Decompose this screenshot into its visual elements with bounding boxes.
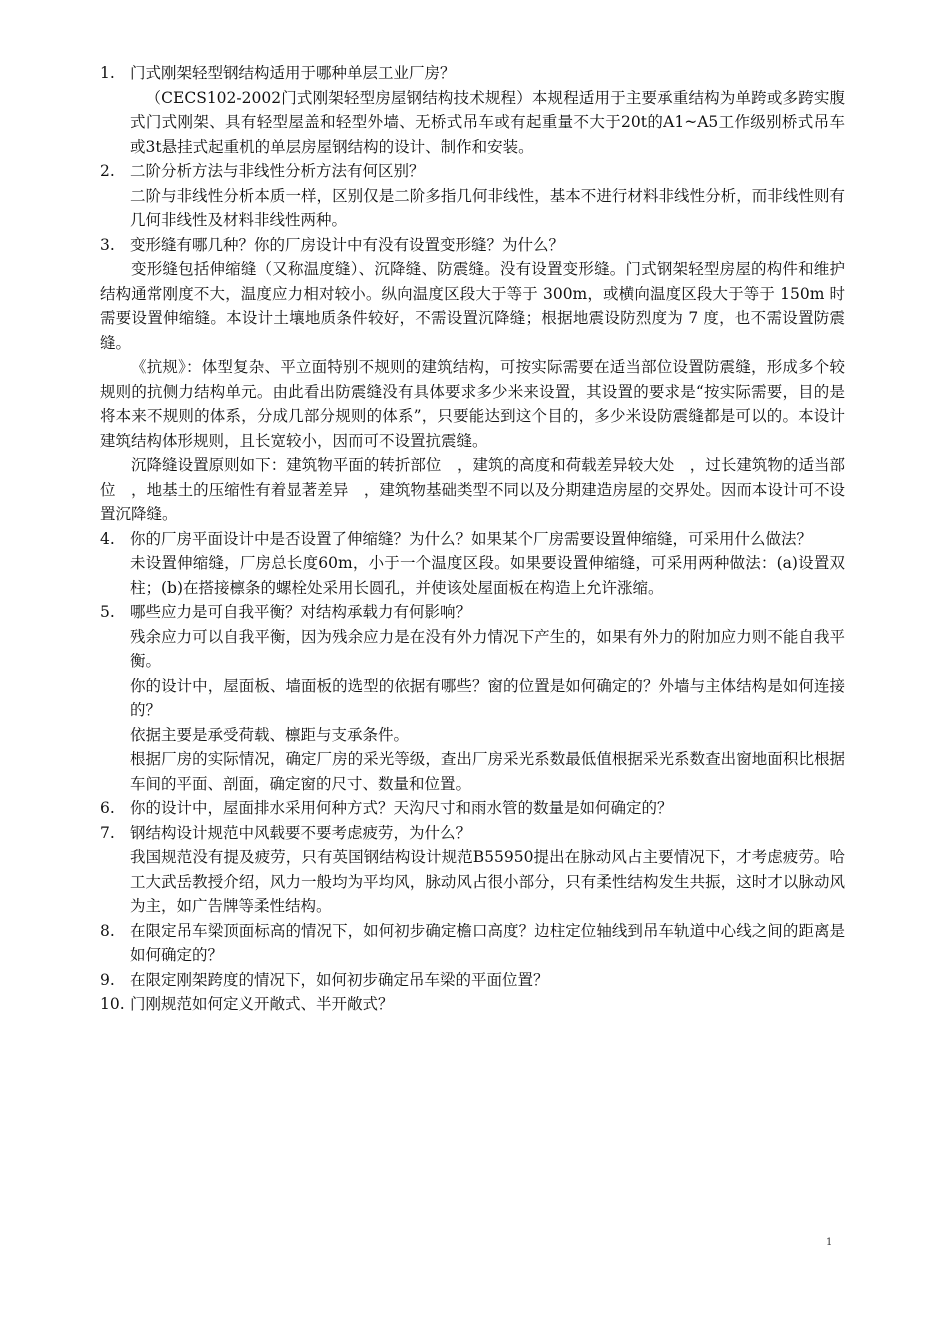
question-text: 你的厂房平面设计中是否设置了伸缩缝？为什么？如果某个厂房需要设置伸缩缝，可采用什么做法？: [130, 529, 813, 548]
question: [100, 968, 845, 993]
question-number: 8.: [100, 921, 115, 940]
question-number: 2.: [100, 162, 115, 180]
answer-paragraph: （CECS102-2002门式刚架轻型房屋钢结构技术规程）本规程适用于主要承重结构为单跨或多跨实腹式门式刚架、具有轻型屋盖和轻型外墙、无桥式吊车或有起重量不大于20t的A1~A5工作级别桥式吊车或3t悬挂式起重机的单层房屋钢结构的设计、制作和安装。: [130, 88, 845, 156]
answer-paragraph: 变形缝包括伸缩缝（又称温度缝）、沉降缝、防震缝。没有设置变形缝。门式钢架轻型房屋的构件和维护结构通常刚度不大，温度应力相对较小。纵向温度区段大于等于 300m，或横向温度区段大于等于 150m 时需要设置伸缩缝。本设计土壤地质条件较好，不需设置沉降缝；根据地震设防烈度为 7 度，也不需设置防震缝。: [100, 260, 845, 352]
question-text: 门式刚架轻型钢结构适用于哪种单层工业厂房？: [130, 64, 456, 82]
question-block-3: [100, 233, 845, 527]
question-text: 在限定吊车梁顶面标高的情况下，如何初步确定檐口高度？边柱定位轴线到吊车轨道中心线之间的距离是如何确定的？: [130, 921, 845, 964]
question-text: 你的设计中，屋面排水采用何种方式？天沟尺寸和雨水管的数量是如何确定的？: [130, 799, 673, 817]
question: [100, 527, 845, 552]
question: [100, 61, 845, 86]
question: [100, 821, 845, 846]
answer-paragraph: 二阶与非线性分析本质一样，区别仅是二阶多指几何非线性，基本不进行材料非线性分析，而非线性则有几何非线性及材料非线性两种。: [130, 186, 845, 229]
question-number: 5.: [100, 603, 115, 621]
question-number: 1.: [100, 64, 115, 82]
question-block-9: [100, 968, 845, 993]
question-block-10: [100, 992, 845, 1017]
question-text: 钢结构设计规范中风载要不要考虑疲劳，为什么？: [130, 823, 472, 842]
question-number: 6.: [100, 799, 115, 817]
question-number: 3.: [100, 235, 115, 254]
question-text: 在限定刚架跨度的情况下，如何初步确定吊车梁的平面位置？: [130, 970, 549, 989]
question-number: 7.: [100, 823, 115, 842]
question-text: 门刚规范如何定义开敞式、半开敞式？: [130, 995, 394, 1013]
answer-paragraph: 沉降缝设置原则如下：建筑物平面的转折部位 ，建筑的高度和荷载差异较大处 ，过长建筑物的适当部位 ，地基土的压缩性有着显著差异 ，建筑物基础类型不同以及分期建造房屋的交界处。因而本设计可不设置沉降缝。: [100, 456, 845, 523]
answer-paragraph: 依据主要是承受荷载、檩距与支承条件。: [130, 725, 410, 744]
question-block-8: [100, 919, 845, 968]
question-number: 4.: [100, 529, 115, 548]
question: [100, 796, 845, 821]
question: [100, 159, 845, 184]
answer-paragraph: 根据厂房的实际情况，确定厂房的采光等级，查出厂房采光系数最低值根据采光系数查出窗地面积比根据车间的平面、剖面，确定窗的尺寸、数量和位置。: [130, 750, 845, 793]
question: [100, 992, 845, 1017]
answer-paragraph: 我国规范没有提及疲劳，只有英国钢结构设计规范B55950提出在脉动风占主要情况下，才考虑疲劳。哈工大武岳教授介绍，风力一般均为平均风，脉动风占很小部分，只有柔性结构发生共振，这时才以脉动风为主，如广告牌等柔性结构。: [130, 848, 845, 915]
answer-paragraph: 你的设计中，屋面板、墙面板的选型的依据有哪些？窗的位置是如何确定的？外墙与主体结构是如何连接的？: [130, 676, 845, 719]
question-block-7: [100, 821, 845, 919]
question-text: 二阶分析方法与非线性分析方法有何区别？: [130, 162, 425, 180]
question: [100, 600, 845, 625]
question-block-1: [100, 61, 845, 159]
question-text: 变形缝有哪几种？你的厂房设计中有没有设置变形缝？为什么？: [130, 235, 565, 254]
question-block-5: [100, 600, 845, 796]
page-number: 1: [826, 1237, 833, 1248]
question: [100, 919, 845, 968]
question-block-4: [100, 527, 845, 601]
answer-paragraph: 未设置伸缩缝，厂房总长度60m，小于一个温度区段。如果要设置伸缩缝，可采用两种做法：(a)设置双柱；(b)在搭接檩条的螺栓处采用长圆孔，并使该处屋面板在构造上允许涨缩。: [130, 554, 845, 597]
question-number: 10.: [100, 995, 125, 1013]
question: [100, 233, 845, 258]
document-body: [100, 61, 845, 1017]
question-block-2: [100, 159, 845, 233]
question-number: 9.: [100, 970, 115, 989]
answer-paragraph: 残余应力可以自我平衡，因为残余应力是在没有外力情况下产生的，如果有外力的附加应力则不能自我平衡。: [130, 627, 845, 670]
question-block-6: [100, 796, 845, 821]
answer-paragraph: 《抗规》：体型复杂、平立面特别不规则的建筑结构，可按实际需要在适当部位设置防震缝，形成多个较规则的抗侧力结构单元。由此看出防震缝没有具体要求多少米来设置，其设置的要求是“按实际需要，目的是将本来不规则的体系，分成几部分规则的体系”，只要能达到这个目的，多少米设防震缝都是可以的。本设计建筑结构体形规则，且长宽较小，因而可不设置抗震缝。: [100, 358, 845, 450]
question-text: 哪些应力是可自我平衡？对结构承载力有何影响？: [130, 603, 472, 621]
